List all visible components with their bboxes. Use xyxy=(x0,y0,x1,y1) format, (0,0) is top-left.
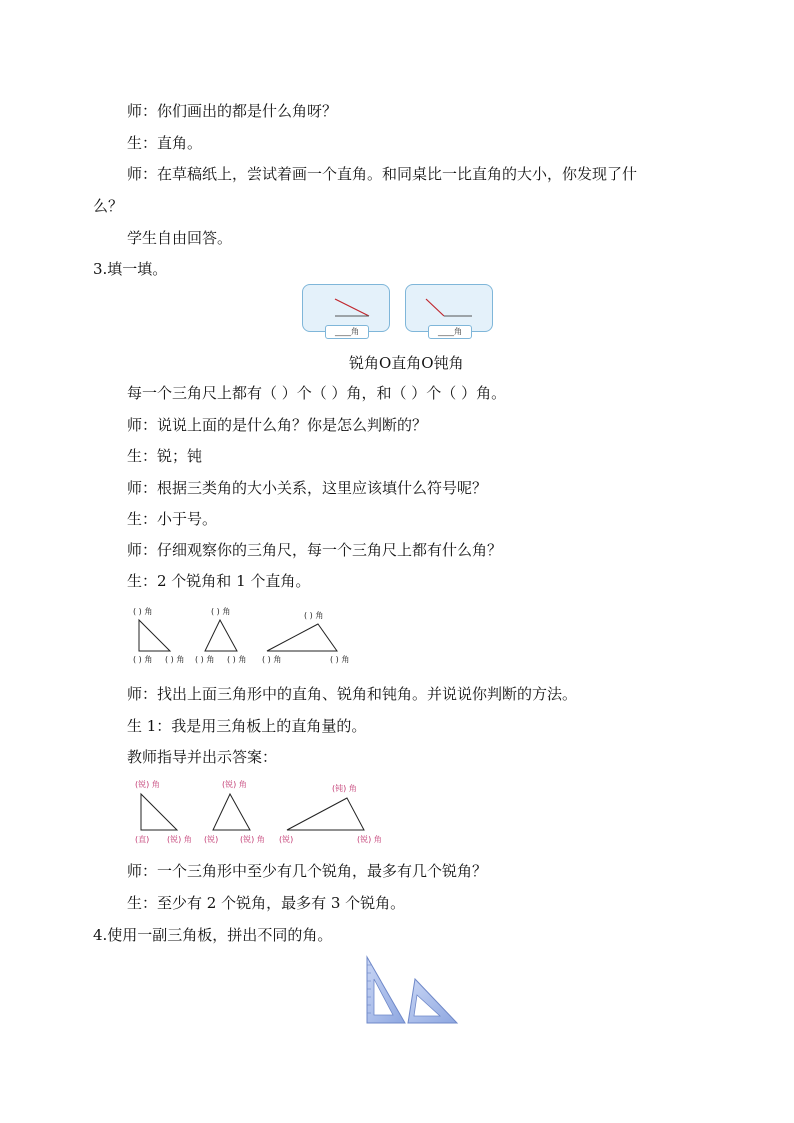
angle-answer: (钝) 角 xyxy=(332,784,357,793)
dialogue-line: 师：说说上面的是什么角？你是怎么判断的？ xyxy=(127,416,428,434)
section-heading-3: 3.填一填。 xyxy=(93,260,168,278)
dialogue-line: 教师指导并出示答案： xyxy=(127,748,278,766)
dialogue-line: 么？ xyxy=(93,197,124,215)
angle-tag: ____角 xyxy=(428,325,472,339)
angle-blank: ( ) 角 xyxy=(330,655,350,664)
dialogue-line: 师：仔细观察你的三角尺，每一个三角尺上都有什么角？ xyxy=(127,541,503,559)
angle-tag: ____角 xyxy=(325,325,369,339)
dialogue-line: 生：直角。 xyxy=(127,134,203,152)
fill-in-question: 每一个三角尺上都有（ ）个（ ）角，和（ ）个（ ）角。 xyxy=(127,384,507,402)
dialogue-line: 师：你们画出的都是什么角呀？ xyxy=(127,102,338,120)
angle-answer: (锐) xyxy=(204,835,219,844)
angle-blank: ( ) 角 xyxy=(227,655,247,664)
angle-answer: (锐) 角 xyxy=(357,835,382,844)
angle-blank: ( ) 角 xyxy=(133,607,153,616)
angle-answer: (锐) 角 xyxy=(135,780,160,789)
angle-answer: (锐) 角 xyxy=(167,835,192,844)
dialogue-line: 师：一个三角形中至少有几个锐角，最多有几个锐角？ xyxy=(127,862,488,880)
dialogue-line: 学生自由回答。 xyxy=(127,229,233,247)
angle-blank: ( ) 角 xyxy=(165,655,185,664)
angle-comparison: 锐角O直角O钝角 xyxy=(349,354,464,372)
angle-answer: (锐) xyxy=(279,835,294,844)
angle-blank: ( ) 角 xyxy=(133,655,153,664)
dialogue-line: 生：至少有 2 个锐角，最多有 3 个锐角。 xyxy=(127,894,406,912)
angle-blank: ( ) 角 xyxy=(211,607,231,616)
set-squares-illustration xyxy=(362,955,462,1027)
dialogue-line: 生：小于号。 xyxy=(127,510,218,528)
dialogue-line: 师：根据三类角的大小关系，这里应该填什么符号呢？ xyxy=(127,479,488,497)
angle-answer: (锐) 角 xyxy=(240,835,265,844)
angle-answer: (直) xyxy=(135,835,150,844)
angle-blank: ( ) 角 xyxy=(304,611,324,620)
angle-blank: ( ) 角 xyxy=(195,655,215,664)
dialogue-line: 生：2 个锐角和 1 个直角。 xyxy=(127,572,311,590)
dialogue-line: 师：找出上面三角形中的直角、锐角和钝角。并说说你判断的方法。 xyxy=(127,685,578,703)
angle-answer: (锐) 角 xyxy=(222,780,247,789)
dialogue-line: 生：锐；钝 xyxy=(127,447,203,465)
dialogue-line: 师：在草稿纸上，尝试着画一个直角。和同桌比一比直角的大小，你发现了什 xyxy=(127,165,638,183)
section-heading-4: 4.使用一副三角板，拼出不同的角。 xyxy=(93,926,333,944)
angle-blank: ( ) 角 xyxy=(262,655,282,664)
dialogue-line: 生 1：我是用三角板上的直角量的。 xyxy=(127,717,367,735)
